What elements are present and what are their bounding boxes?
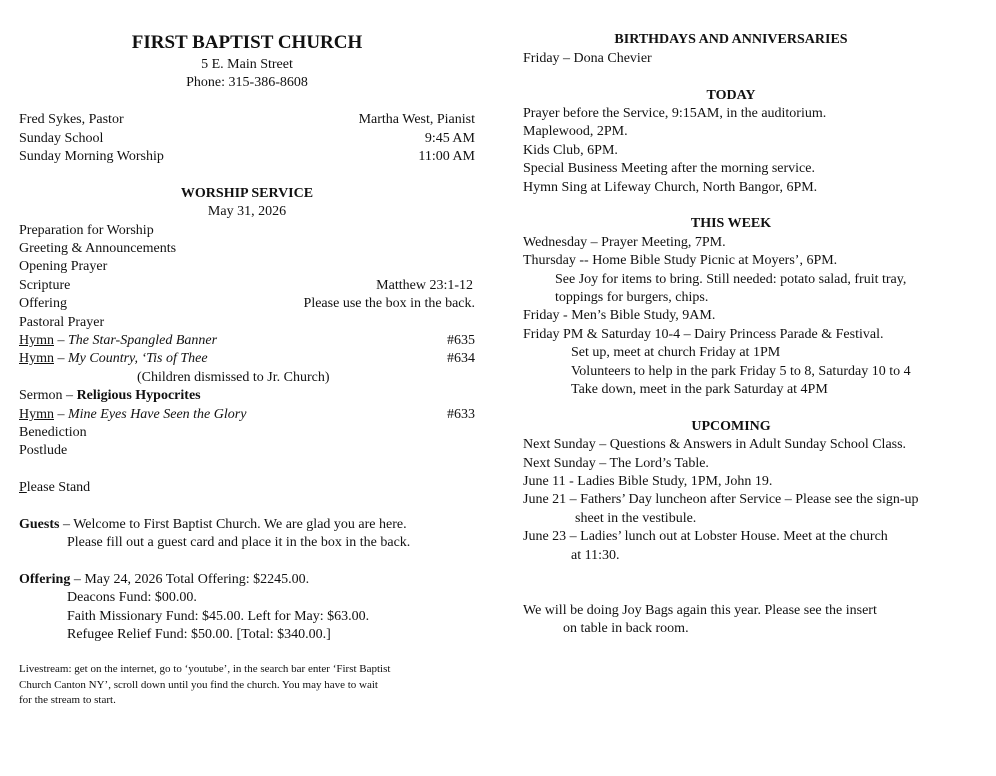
- hymn-label: Hymn: [19, 333, 54, 348]
- hymn-separator: –: [54, 407, 68, 422]
- morning-worship-time: 11:00 AM: [418, 149, 475, 164]
- guests-text: – Welcome to First Baptist Church. We are glad you are here.: [59, 517, 407, 532]
- scripture-reference: Matthew 23:1-12: [376, 278, 473, 293]
- order-opening-prayer: Opening Prayer: [19, 259, 108, 274]
- hymn-separator: –: [54, 351, 68, 366]
- week-item: Thursday -- Home Bible Study Picnic at Moyers’, 6PM.: [523, 253, 838, 268]
- birthdays-item: Friday – Dona Chevier: [523, 51, 652, 66]
- sermon-label: Sermon –: [19, 388, 77, 403]
- week-item: Friday - Men’s Bible Study, 9AM.: [523, 308, 716, 323]
- week-item-detail: Set up, meet at church Friday at 1PM: [571, 345, 781, 360]
- hymn-separator: –: [54, 333, 68, 348]
- week-item-detail: Volunteers to help in the park Friday 5 to 8, Saturday 10 to 4: [571, 364, 911, 379]
- today-item: Kids Club, 6PM.: [523, 143, 618, 158]
- upcoming-item-detail: sheet in the vestibule.: [575, 511, 697, 526]
- hymn-title: Mine Eyes Have Seen the Glory: [68, 407, 247, 422]
- week-item: Wednesday – Prayer Meeting, 7PM.: [523, 235, 726, 250]
- livestream-line-3: for the stream to start.: [19, 694, 116, 706]
- church-name: FIRST BAPTIST CHURCH: [131, 32, 363, 53]
- livestream-line-1: Livestream: get on the internet, go to ‘youtube’, in the search bar enter ‘First Baptist: [19, 663, 391, 675]
- morning-worship-row: [19, 148, 475, 166]
- pastor-name: Fred Sykes, Pastor: [19, 112, 124, 127]
- sunday-school-time: 9:45 AM: [424, 131, 475, 146]
- week-item-detail: See Joy for items to bring. Still needed: potato salad, fruit tray,: [555, 272, 907, 287]
- this-week-heading: THIS WEEK: [690, 216, 772, 231]
- livestream-line-2: Church Canton NY’, scroll down until you find the church. You may have to wait: [19, 678, 378, 691]
- sunday-school-label: Sunday School: [19, 131, 104, 146]
- order-benediction: Benediction: [19, 425, 87, 440]
- hymn-number: #635: [447, 333, 475, 348]
- today-item: Prayer before the Service, 9:15AM, in the auditorium.: [523, 106, 827, 121]
- hymn-label: Hymn: [19, 407, 54, 422]
- week-item-detail: Take down, meet in the park Saturday at 4PM: [571, 382, 828, 397]
- order-preparation: Preparation for Worship: [19, 223, 154, 238]
- children-dismissed-note: (Children dismissed to Jr. Church): [137, 370, 330, 385]
- upcoming-item: June 21 – Fathers’ Day luncheon after Service – Please see the sign-up: [523, 492, 919, 507]
- order-offering-row: [19, 295, 475, 313]
- hymn-title: The Star-Spangled Banner: [68, 333, 218, 348]
- pianist-name: Martha West, Pianist: [358, 112, 475, 127]
- upcoming-item: Next Sunday – The Lord’s Table.: [523, 456, 709, 471]
- sunday-school-row: [19, 130, 475, 148]
- week-item-detail: toppings for burgers, chips.: [555, 290, 709, 305]
- today-item: Hymn Sing at Lifeway Church, North Bangor, 6PM.: [523, 180, 818, 195]
- offering-summary-text: – May 24, 2026 Total Offering: $2245.00.: [70, 572, 310, 587]
- order-pastoral-prayer: Pastoral Prayer: [19, 315, 105, 330]
- offering-note: Please use the box in the back.: [303, 296, 475, 311]
- upcoming-item: June 23 – Ladies’ lunch out at Lobster House. Meet at the church: [523, 529, 888, 544]
- today-item: Maplewood, 2PM.: [523, 124, 628, 139]
- upcoming-item: June 11 - Ladies Bible Study, 1PM, John 19.: [523, 474, 773, 489]
- please-stand-underlined: P: [19, 480, 27, 495]
- upcoming-item: Next Sunday – Questions & Answers in Adult Sunday School Class.: [523, 437, 907, 452]
- guests-label: Guests: [19, 517, 60, 532]
- worship-date: May 31, 2026: [207, 204, 287, 219]
- order-sermon: [19, 387, 475, 405]
- sermon-title: Religious Hypocrites: [76, 388, 201, 403]
- staff-row: [19, 111, 475, 129]
- refugee-relief-fund: Refugee Relief Fund: $50.00. [Total: $340.00.]: [67, 627, 331, 642]
- order-hymn-1: [19, 332, 475, 350]
- morning-worship-label: Sunday Morning Worship: [19, 149, 164, 164]
- deacons-fund: Deacons Fund: $00.00.: [67, 590, 197, 605]
- today-item: Special Business Meeting after the morning service.: [523, 161, 815, 176]
- order-scripture-row: [19, 277, 475, 295]
- upcoming-item-detail: at 11:30.: [571, 548, 620, 563]
- today-heading: TODAY: [706, 88, 756, 103]
- offering-label: Offering: [19, 296, 67, 311]
- church-phone: Phone: 315-386-8608: [186, 75, 308, 90]
- offering-summary-label: Offering: [19, 572, 71, 587]
- hymn-title: My Country, ‘Tis of Thee: [68, 351, 208, 366]
- joy-bags-line-1: We will be doing Joy Bags again this year. Please see the insert: [523, 603, 877, 618]
- offering-summary-line: [19, 571, 475, 589]
- hymn-number: #633: [447, 407, 475, 422]
- order-greeting: Greeting & Announcements: [19, 241, 177, 256]
- upcoming-heading: UPCOMING: [691, 419, 771, 434]
- worship-heading: WORSHIP SERVICE: [180, 186, 314, 201]
- faith-missionary-fund: Faith Missionary Fund: $45.00. Left for May: $63.00.: [67, 609, 370, 624]
- joy-bags-line-2: on table in back room.: [563, 621, 689, 636]
- please-stand-note: [19, 479, 475, 497]
- please-stand-text: lease Stand: [26, 480, 91, 495]
- order-postlude: Postlude: [19, 443, 68, 458]
- church-address: 5 E. Main Street: [201, 57, 293, 72]
- birthdays-heading: BIRTHDAYS AND ANNIVERSARIES: [614, 32, 848, 47]
- order-hymn-3: [19, 406, 475, 424]
- scripture-label: Scripture: [19, 278, 71, 293]
- guests-line-2: Please fill out a guest card and place it in the box in the back.: [67, 535, 411, 550]
- hymn-label: Hymn: [19, 351, 54, 366]
- guests-line-1: [19, 516, 475, 534]
- week-item: Friday PM & Saturday 10-4 – Dairy Princess Parade & Festival.: [523, 327, 884, 342]
- order-hymn-2: [19, 350, 475, 368]
- hymn-number: #634: [447, 351, 475, 366]
